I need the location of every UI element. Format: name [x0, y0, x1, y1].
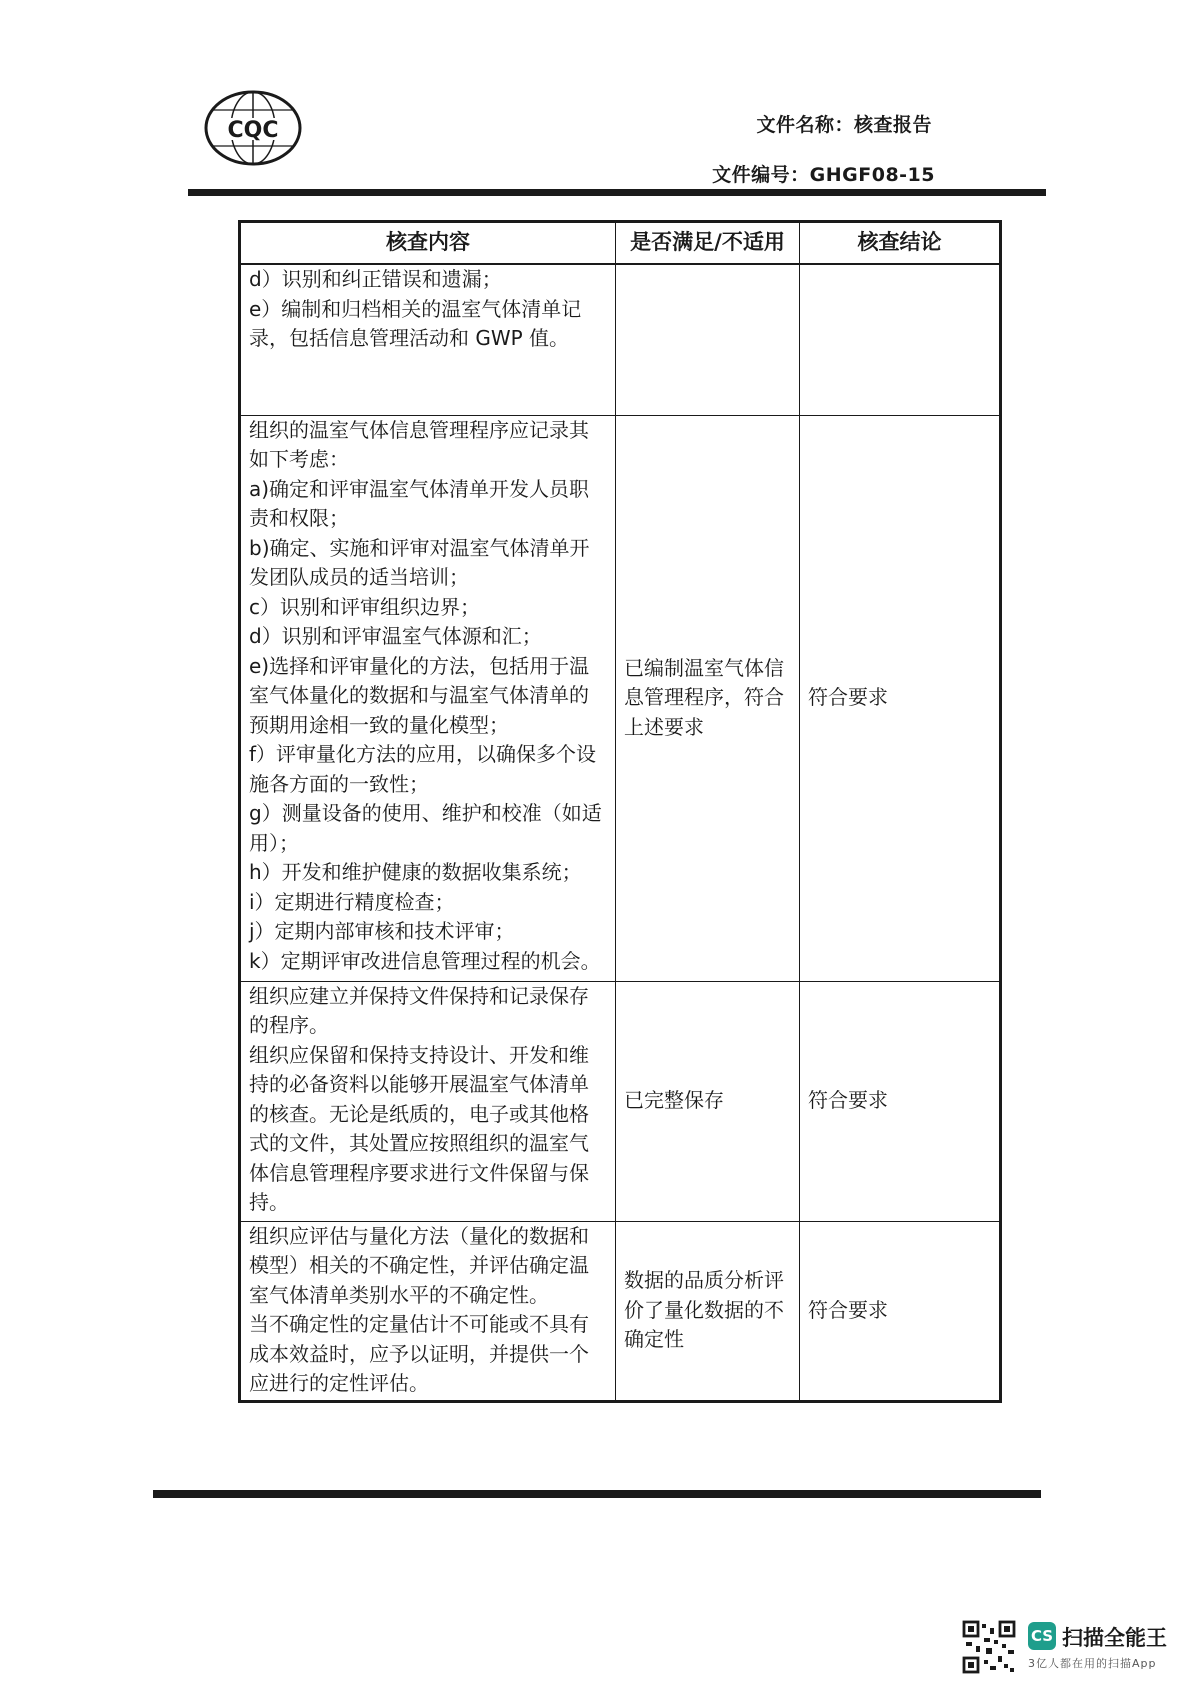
content-line: 持。 [249, 1190, 289, 1214]
status-line: 数据的品质分析评 [624, 1268, 784, 1293]
content-line: 体信息管理程序要求进行文件保留与保 [249, 1160, 589, 1185]
document-number: 文件编号：GHGF08-15 [712, 164, 935, 186]
row-content [240, 415, 616, 981]
content-line: c）识别和评审组织边界； [249, 594, 480, 619]
row-content [240, 1221, 616, 1401]
status-line: 已完整保存 [624, 1088, 724, 1113]
row-status [616, 415, 800, 981]
logo-text: CQC [227, 118, 279, 143]
table-row [240, 264, 1001, 415]
footer-rule [153, 1490, 1041, 1498]
content-line: 预期用途相一致的量化模型； [249, 712, 509, 737]
content-line: 室气体量化的数据和与温室气体清单的 [249, 683, 589, 707]
content-line: e)选择和评审量化的方法，包括用于温 [249, 653, 590, 678]
header-content: 核查内容 [240, 222, 616, 265]
content-line: 模型）相关的不确定性，并评估确定温 [249, 1253, 589, 1277]
content-line: 录，包括信息管理活动和 GWP 值。 [249, 326, 570, 350]
document-name: 文件名称：核查报告 [756, 114, 932, 136]
table-row [240, 415, 1001, 981]
row-conclusion [800, 264, 1001, 415]
row-conclusion: 符合要求 [800, 1221, 1001, 1401]
content-line: 组织应建立并保持文件保持和记录保存 [249, 983, 589, 1008]
status-line: 已编制温室气体信 [624, 655, 784, 680]
qr-code-icon [962, 1620, 1016, 1674]
row-conclusion: 符合要求 [800, 415, 1001, 981]
content-line: 的核查。无论是纸质的，电子或其他格 [249, 1101, 589, 1126]
content-line: 的程序。 [249, 1013, 329, 1037]
header-status: 是否满足/不适用 [616, 222, 800, 265]
status-line: 上述要求 [624, 714, 704, 739]
row-status [616, 981, 800, 1221]
content-line: 组织应评估与量化方法（量化的数据和 [249, 1223, 589, 1248]
table-header-row [240, 222, 1001, 265]
content-line: 持的必备资料以能够开展温室气体清单 [249, 1072, 589, 1096]
status-line: 价了量化数据的不 [624, 1297, 784, 1322]
app-badge-icon: CS [1028, 1622, 1056, 1650]
verification-table [238, 220, 1002, 1403]
content-line: 责和权限； [249, 506, 349, 530]
app-name: 扫描全能王 [1062, 1626, 1167, 1650]
row-status [616, 264, 800, 415]
content-line: 如下考虑： [249, 447, 349, 471]
content-line: 组织应保留和保持支持设计、开发和维 [249, 1042, 589, 1067]
content-line: 用）； [249, 830, 299, 855]
table-row [240, 981, 1001, 1221]
content-line: 发团队成员的适当培训； [249, 565, 469, 589]
content-line: h）开发和维护健康的数据收集系统； [249, 860, 582, 884]
content-line: e）编制和归档相关的温室气体清单记 [249, 296, 582, 321]
content-line: b)确定、实施和评审对温室气体清单开 [249, 535, 590, 560]
app-slogan: 3亿人都在用的扫描App [1028, 1657, 1157, 1670]
content-line: a)确定和评审温室气体清单开发人员职 [249, 476, 590, 501]
content-line: d）识别和纠正错误和遗漏； [249, 267, 502, 291]
content-line: 式的文件，其处置应按照组织的温室气 [249, 1131, 589, 1155]
content-line: 成本效益时，应予以证明，并提供一个 [249, 1341, 589, 1366]
content-line: 施各方面的一致性； [249, 771, 429, 796]
content-line: 应进行的定性评估。 [249, 1371, 429, 1395]
content-line: g）测量设备的使用、维护和校准（如适 [249, 801, 602, 825]
header-conclusion: 核查结论 [800, 222, 1001, 265]
content-line: f）评审量化方法的应用，以确保多个设 [249, 742, 597, 766]
row-content [240, 264, 616, 415]
row-conclusion: 符合要求 [800, 981, 1001, 1221]
content-line: d）识别和评审温室气体源和汇； [249, 624, 542, 648]
status-line: 息管理程序，符合 [624, 685, 784, 710]
content-line: i）定期进行精度检查； [249, 889, 455, 914]
header-rule [188, 189, 1046, 196]
content-line: k）定期评审改进信息管理过程的机会。 [249, 948, 601, 973]
content-line: 组织的温室气体信息管理程序应记录其 [249, 417, 589, 442]
content-line: j）定期内部审核和技术评审； [249, 919, 515, 943]
status-line: 确定性 [624, 1327, 684, 1352]
row-content [240, 981, 616, 1221]
table-row [240, 1221, 1001, 1401]
cqc-logo [203, 88, 303, 168]
row-status [616, 1221, 800, 1401]
content-line: 室气体清单类别水平的不确定性。 [249, 1282, 549, 1307]
content-line: 当不确定性的定量估计不可能或不具有 [249, 1312, 589, 1336]
